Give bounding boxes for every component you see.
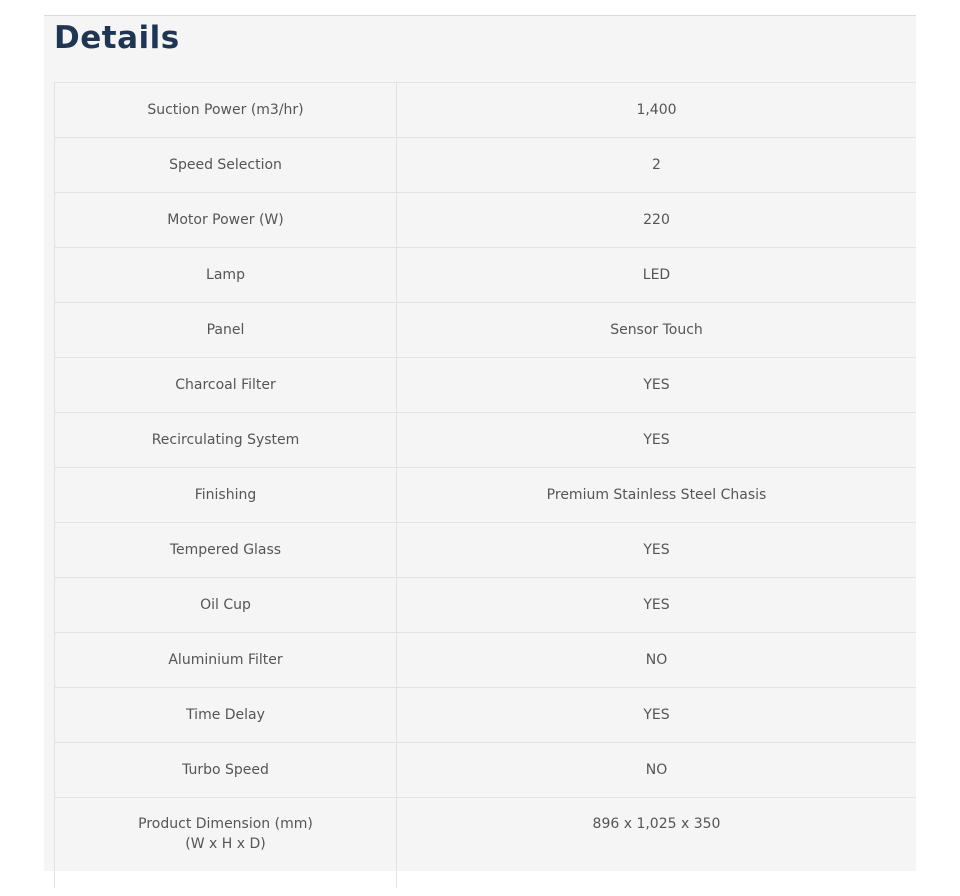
spec-label-product-dimension-line2: (W x H x D): [185, 836, 266, 852]
spec-label-turbo-speed: Turbo Speed: [55, 743, 397, 798]
table-row: [55, 413, 917, 468]
spec-value-charcoal-filter: YES: [397, 358, 917, 413]
spec-label-motor-power: Motor Power (W): [55, 193, 397, 248]
spec-label-panel: Panel: [55, 303, 397, 358]
spec-value-oil-cup: YES: [397, 578, 917, 633]
spec-label-time-delay: Time Delay: [55, 688, 397, 743]
table-row: [55, 633, 917, 688]
spec-label-oil-cup: Oil Cup: [55, 578, 397, 633]
spec-label-speed-selection: Speed Selection: [55, 138, 397, 193]
details-panel: [44, 15, 916, 871]
table-row: [55, 248, 917, 303]
spec-value-finishing: Premium Stainless Steel Chasis: [397, 468, 917, 523]
table-row: [55, 303, 917, 358]
spec-label-aluminium-filter: Aluminium Filter: [55, 633, 397, 688]
spec-value-panel: Sensor Touch: [397, 303, 917, 358]
spec-value-lamp: LED: [397, 248, 917, 303]
spec-label-finishing: Finishing: [55, 468, 397, 523]
spec-value-time-delay: YES: [397, 688, 917, 743]
table-row: [55, 83, 917, 138]
specs-table: [54, 82, 916, 888]
spec-label-recirculating-system: Recirculating System: [55, 413, 397, 468]
spec-value-speed-selection: 2: [397, 138, 917, 193]
spec-value-tempered-glass: YES: [397, 523, 917, 578]
table-row: [55, 523, 917, 578]
table-row: [55, 358, 917, 413]
table-row: [55, 193, 917, 248]
spec-value-product-dimension: 896 x 1,025 x 350: [397, 798, 917, 889]
details-title: Details: [54, 20, 180, 56]
table-row: [55, 578, 917, 633]
table-row: [55, 798, 917, 889]
spec-value-aluminium-filter: NO: [397, 633, 917, 688]
spec-label-tempered-glass: Tempered Glass: [55, 523, 397, 578]
table-row: [55, 743, 917, 798]
spec-label-suction-power: Suction Power (m3/hr): [55, 83, 397, 138]
table-row: [55, 468, 917, 523]
spec-value-turbo-speed: NO: [397, 743, 917, 798]
spec-label-lamp: Lamp: [55, 248, 397, 303]
spec-value-recirculating-system: YES: [397, 413, 917, 468]
spec-label-product-dimension-line1: Product Dimension (mm): [138, 816, 313, 832]
spec-value-motor-power: 220: [397, 193, 917, 248]
spec-label-charcoal-filter: Charcoal Filter: [55, 358, 397, 413]
spec-value-suction-power: 1,400: [397, 83, 917, 138]
table-row: [55, 138, 917, 193]
spec-label-product-dimension: [55, 798, 397, 889]
table-row: [55, 688, 917, 743]
